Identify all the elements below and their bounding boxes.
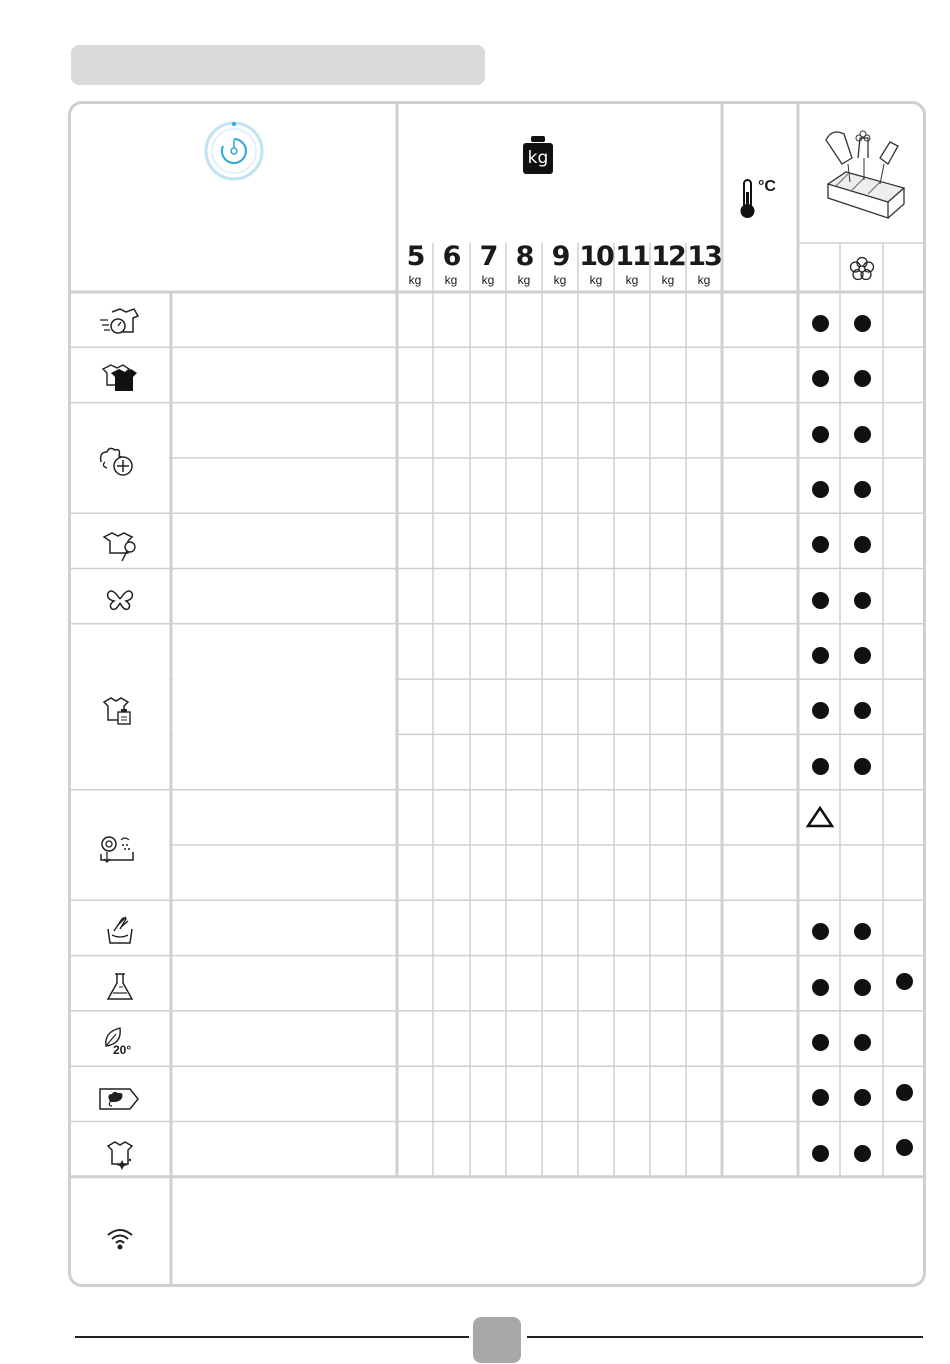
detergent-dot-mark — [812, 923, 829, 940]
eco-20-icon — [102, 1026, 142, 1060]
detergent-dot-mark — [854, 1034, 871, 1051]
load-capacity-unit: kg — [625, 273, 639, 287]
flask-hygiene-icon — [105, 971, 135, 1003]
merged-cell-mask — [71, 732, 169, 736]
load-capacity-value: 11 — [615, 241, 649, 272]
footer-rule-right — [527, 1336, 923, 1338]
load-capacity-unit: kg — [589, 273, 603, 287]
detergent-dot-mark — [812, 370, 829, 387]
load-capacity-value: 6 — [442, 241, 460, 272]
load-capacity-unit: kg — [444, 273, 458, 287]
temperature-unit: °C — [758, 178, 776, 195]
rinse-spin-icon — [97, 834, 139, 864]
footer-rule-left — [75, 1336, 469, 1338]
load-capacity-unit: kg — [481, 273, 495, 287]
detergent-dot-mark — [854, 481, 871, 498]
load-capacity-value: 8 — [515, 241, 533, 272]
flower-softener-icon — [849, 256, 875, 282]
load-capacity-value: 9 — [551, 241, 569, 272]
detergent-dot-mark — [812, 592, 829, 609]
eco-20-label: 20° — [113, 1043, 132, 1057]
detergent-dot-mark — [854, 592, 871, 609]
cotton-tag-icon — [98, 1086, 140, 1112]
detergent-dot-mark — [854, 536, 871, 553]
sanitize-shirt-icon — [104, 1138, 138, 1172]
detergent-dot-mark — [854, 1145, 871, 1162]
wifi-icon — [106, 1227, 134, 1251]
load-capacity-unit: kg — [408, 273, 422, 287]
detergent-dot-mark — [896, 1139, 913, 1156]
kg-weight-icon — [521, 134, 555, 176]
load-capacity-unit: kg — [661, 273, 675, 287]
butterfly-delicates-icon — [104, 587, 136, 613]
detergent-dot-mark — [896, 1084, 913, 1101]
detergent-dot-mark — [854, 979, 871, 996]
shirt-weight-icon — [100, 694, 136, 728]
detergent-dot-mark — [854, 315, 871, 332]
detergent-dot-mark — [812, 315, 829, 332]
detergent-dot-mark — [812, 536, 829, 553]
rapid-shirt-icon — [98, 306, 142, 338]
load-capacity-value: 13 — [687, 241, 721, 272]
detergent-dot-mark — [812, 481, 829, 498]
detergent-dot-mark — [812, 758, 829, 775]
thermometer-icon — [738, 178, 758, 220]
load-capacity-unit: kg — [697, 273, 711, 287]
detergent-triangle-mark — [805, 805, 835, 829]
merged-cell-mask — [173, 732, 395, 736]
detergent-dot-mark — [812, 702, 829, 719]
detergent-dot-mark — [896, 973, 913, 990]
load-capacity-value: 12 — [651, 241, 685, 272]
merged-cell-mask — [173, 677, 395, 681]
detergent-dot-mark — [812, 647, 829, 664]
detergent-dot-mark — [854, 923, 871, 940]
detergent-dot-mark — [854, 1089, 871, 1106]
detergent-dot-mark — [854, 370, 871, 387]
program-dial-icon — [203, 120, 265, 182]
hand-wash-icon — [104, 915, 136, 947]
cotton-plus-icon — [97, 444, 137, 478]
detergent-dot-mark — [812, 1089, 829, 1106]
page-number-tab — [473, 1317, 521, 1363]
merged-cell-mask — [71, 677, 169, 681]
detergent-dot-mark — [812, 1145, 829, 1162]
kg-weight-label: kg — [527, 148, 549, 168]
load-capacity-value: 7 — [479, 241, 497, 272]
detergent-dot-mark — [854, 702, 871, 719]
detergent-dot-mark — [812, 426, 829, 443]
load-capacity-unit: kg — [553, 273, 567, 287]
load-capacity-value: 5 — [406, 241, 424, 272]
detergent-dot-mark — [854, 758, 871, 775]
detergent-drawer-icon — [818, 124, 906, 224]
detergent-dot-mark — [854, 647, 871, 664]
load-capacity-value: 10 — [579, 241, 613, 272]
dark-clothes-icon — [99, 363, 139, 395]
detergent-dot-mark — [854, 426, 871, 443]
load-capacity-unit: kg — [517, 273, 531, 287]
shirt-iron-icon — [100, 529, 140, 563]
detergent-dot-mark — [812, 1034, 829, 1051]
detergent-dot-mark — [812, 979, 829, 996]
